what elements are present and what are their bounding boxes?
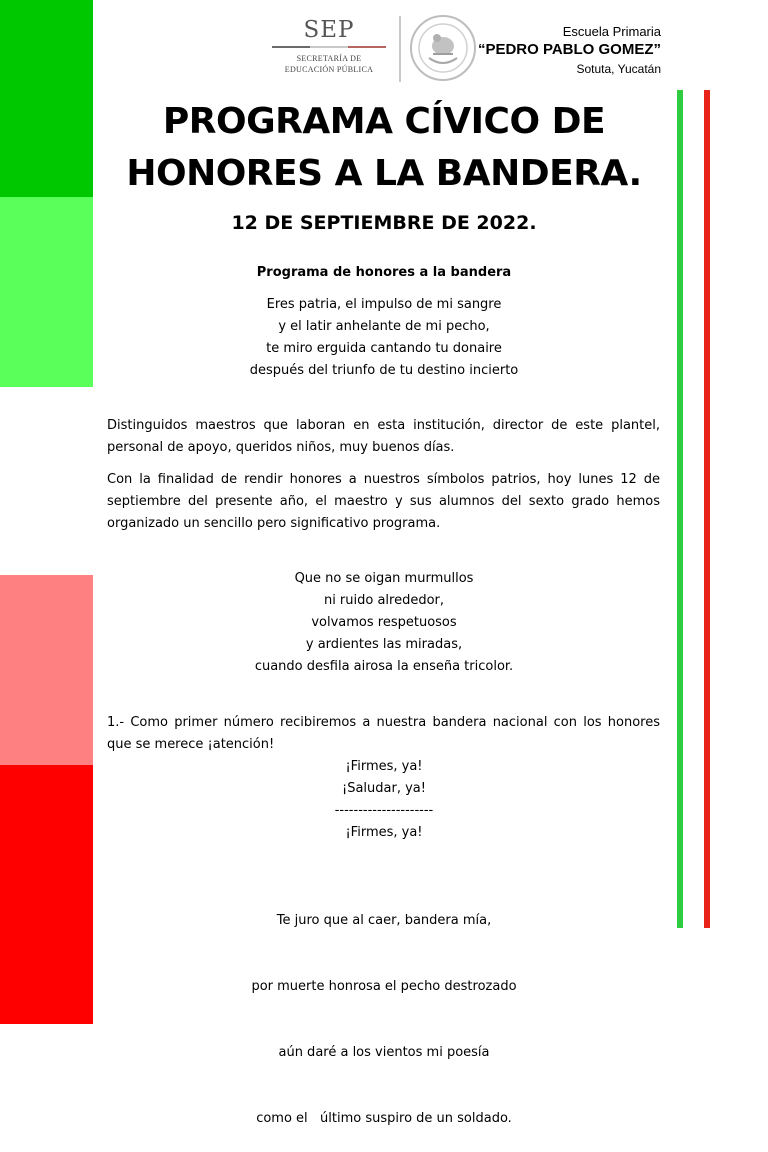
- program-item-1: 1.- Como primer número recibiremos a nuestra bandera nacional con los honores que se merece ¡atención!: [107, 715, 660, 752]
- poem-line: Que no se oigan murmullos: [294, 571, 474, 586]
- poem-line: ni ruido alrededor,: [323, 593, 445, 608]
- program-heading: Programa de honores a la bandera: [256, 265, 512, 280]
- poem-line: por muerte honrosa el pecho destrozado: [251, 979, 517, 994]
- poem-3: [100, 866, 668, 1152]
- poem-line: y ardientes las miradas,: [305, 637, 463, 652]
- poem-1: [100, 294, 668, 382]
- command-line: ¡Firmes, ya!: [345, 825, 423, 840]
- document-title: [100, 96, 668, 200]
- command-line: ¡Firmes, ya!: [345, 759, 423, 774]
- poem-line: te miro erguida cantando tu donaire: [266, 341, 502, 356]
- mexican-coat-of-arms-seal-icon: [409, 14, 477, 82]
- poem-line: después del triunfo de tu destino incierto: [249, 363, 519, 378]
- vertical-line-green: [677, 90, 683, 928]
- school-location: Sotuta, Yucatán: [576, 62, 661, 76]
- command-line: ¡Saludar, ya!: [342, 781, 426, 796]
- band-red-light: [0, 575, 93, 765]
- poem-line: cuando desfila airosa la enseña tricolor.: [254, 659, 514, 674]
- poem-line: volvamos respetuosos: [311, 615, 457, 630]
- title-line-2: HONORES A LA BANDERA.: [126, 153, 642, 194]
- school-type: Escuela Primaria: [562, 24, 661, 39]
- poem-line: Eres patria, el impulso de mi sangre: [266, 297, 502, 312]
- document-date: 12 DE SEPTIEMBRE DE 2022.: [231, 212, 537, 234]
- poem-line: como el último suspiro de un soldado.: [256, 1111, 512, 1126]
- band-green-dark: [0, 0, 93, 197]
- greeting-paragraph: Distinguidos maestros que laboran en esta institución, director de este plantel, personal de apoyo, queridos niños, muy buenos días.: [107, 418, 660, 455]
- poem-line: aún daré a los vientos mi poesía: [278, 1045, 490, 1060]
- commands: [100, 756, 668, 844]
- header-divider: [399, 16, 401, 82]
- sep-logo-text: SEP: [303, 17, 355, 43]
- sep-logo-sub-1: SECRETARÍA DE: [296, 54, 362, 63]
- sep-logo-sub-2: EDUCACIÓN PÚBLICA: [284, 65, 374, 74]
- vertical-line-red: [704, 90, 710, 928]
- title-line-1: PROGRAMA CÍVICO DE: [162, 101, 606, 142]
- poem-2: [100, 568, 668, 678]
- band-green-light: [0, 197, 93, 387]
- command-separator: ---------------------: [334, 803, 434, 818]
- school-name: “PEDRO PABLO GOMEZ”: [477, 41, 661, 58]
- school-header: [478, 24, 661, 78]
- poem-line: Te juro que al caer, bandera mía,: [276, 913, 492, 928]
- sep-logo: [272, 18, 386, 75]
- poem-line: y el latir anhelante de mi pecho,: [278, 319, 490, 334]
- intro-paragraph: Con la finalidad de rendir honores a nuestros símbolos patrios, hoy lunes 12 de septiembre del presente año, el maestro y sus alumnos del sexto grado hemos organizado un sencillo pero significativo programa.: [107, 472, 660, 531]
- sep-logo-rule: [272, 46, 386, 49]
- band-red: [0, 765, 93, 1024]
